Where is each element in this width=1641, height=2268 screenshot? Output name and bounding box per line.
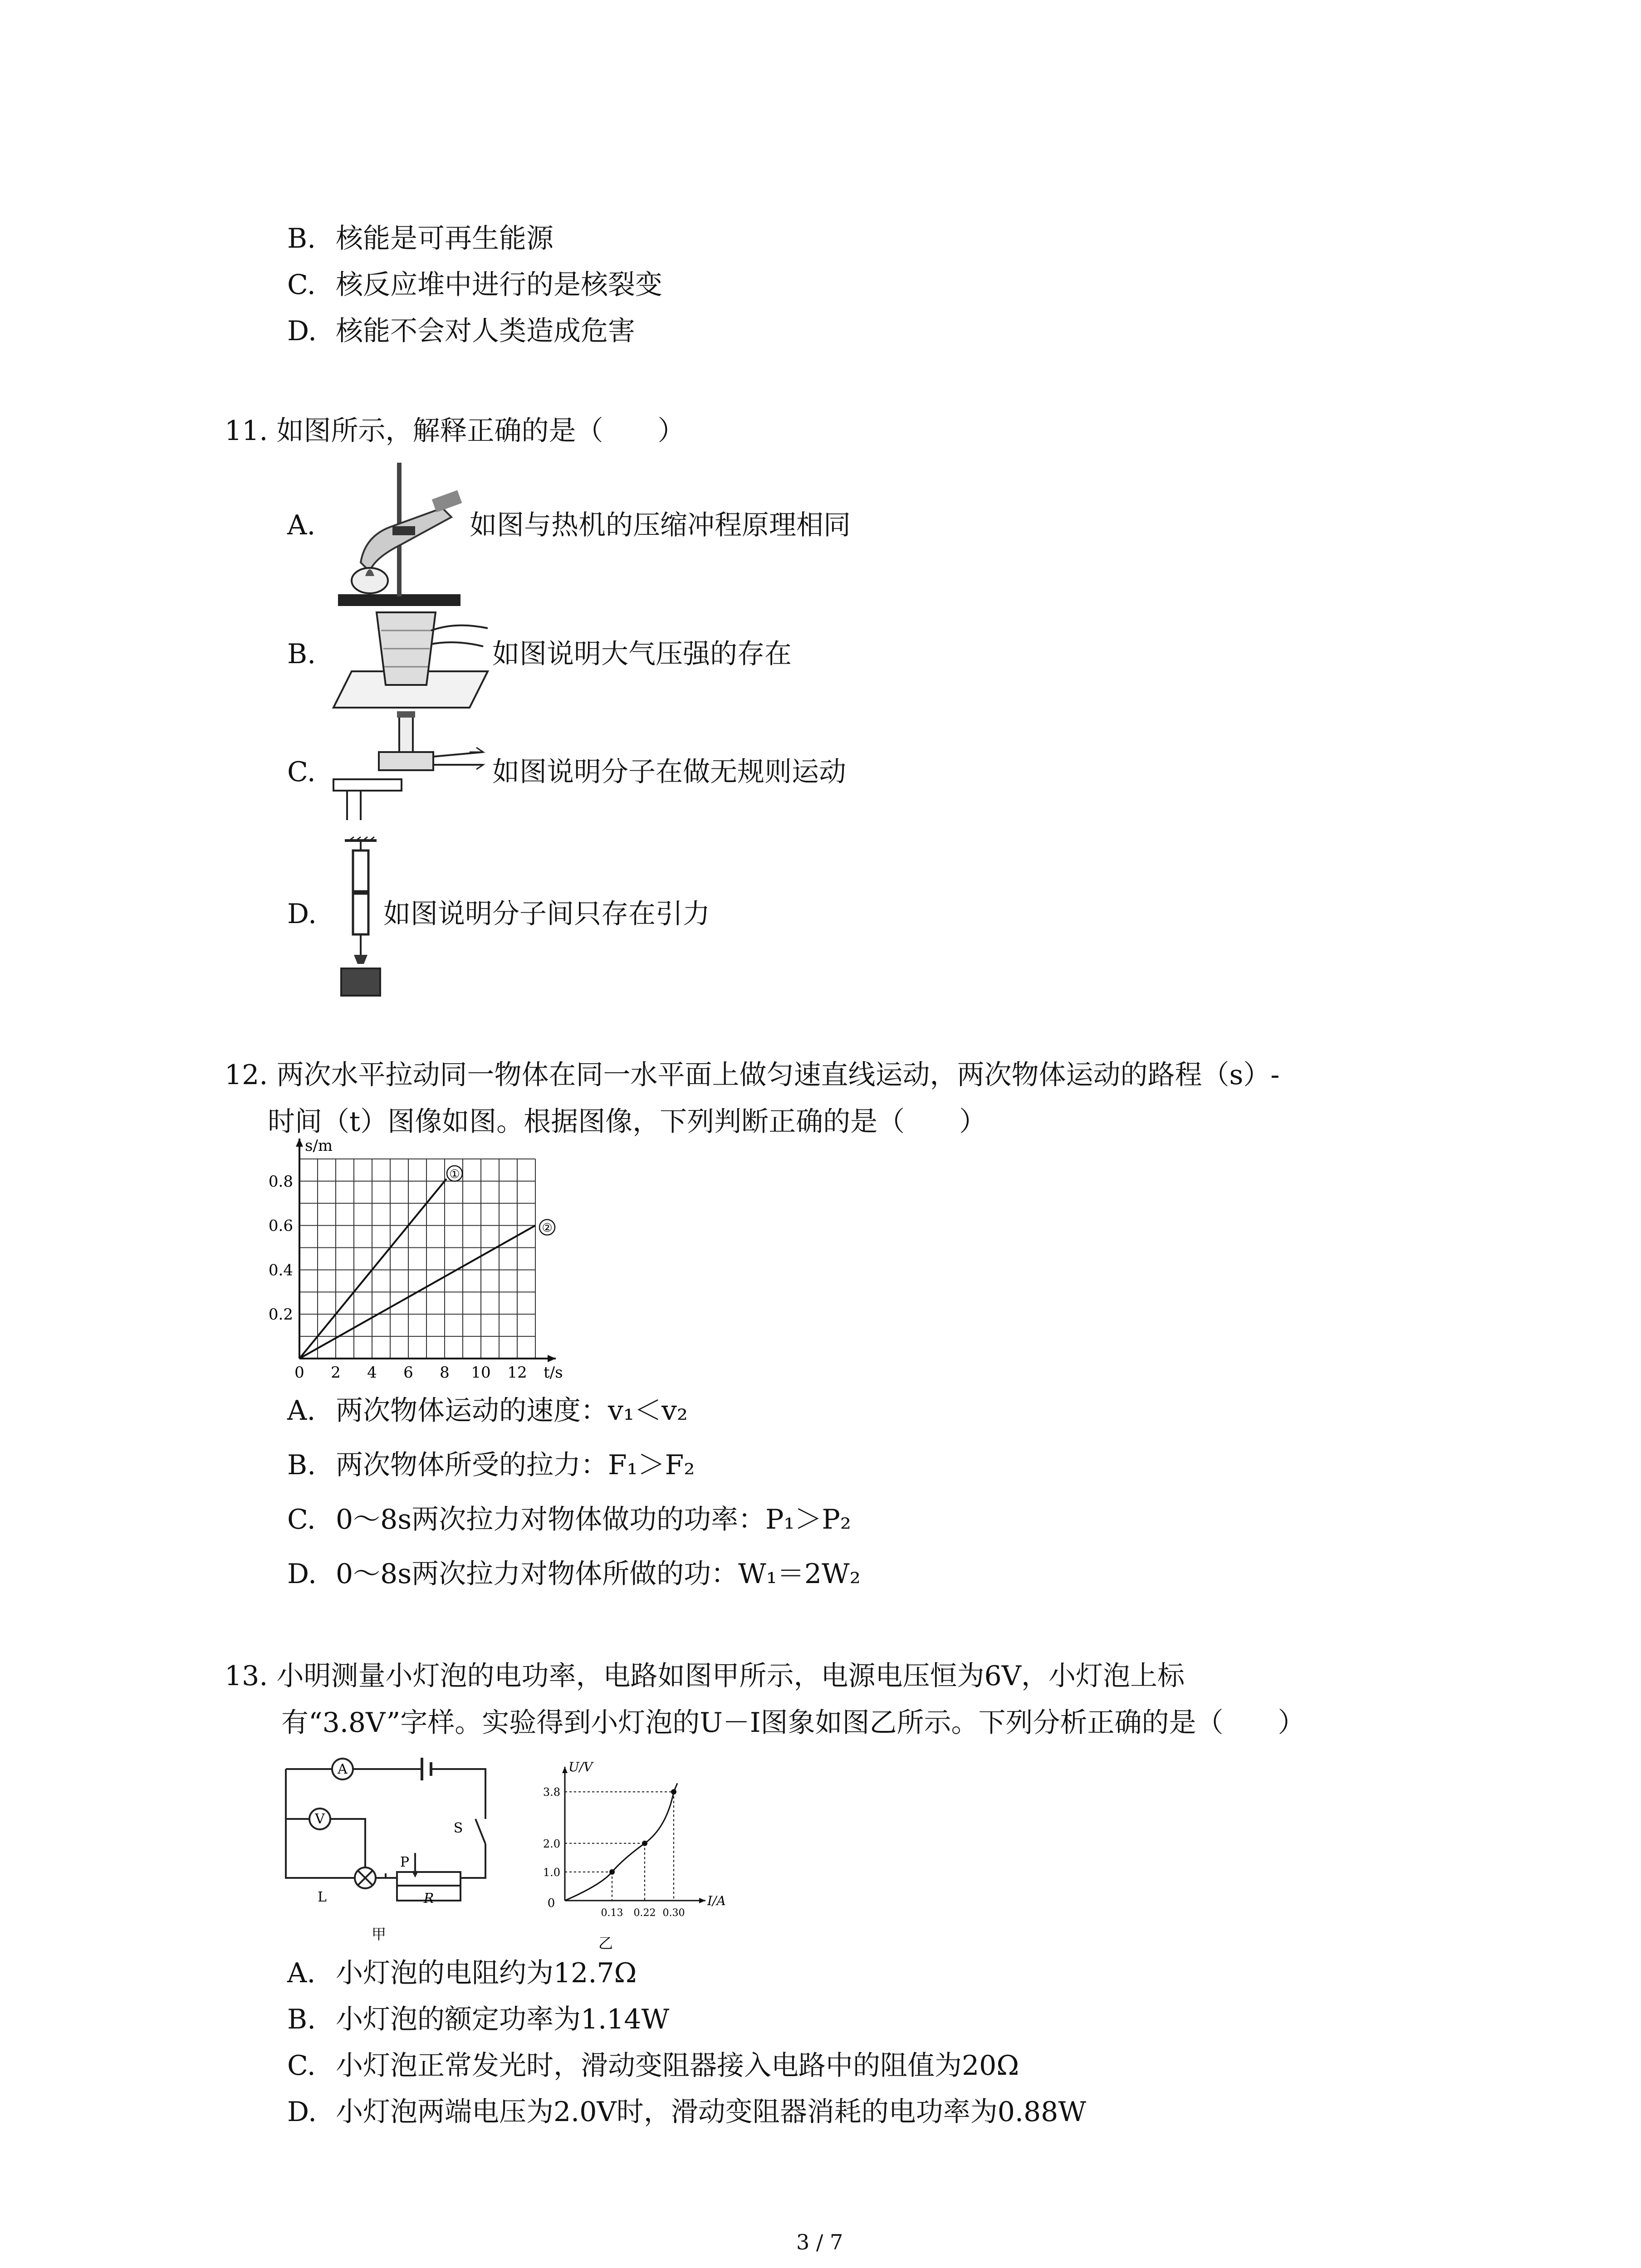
x-tick-label: 6	[403, 1364, 413, 1382]
data-point	[671, 1789, 676, 1794]
circuit-caption: 甲	[371, 1926, 387, 1943]
q12-option-b-text: 两次物体所受的拉力：F₁＞F₂	[336, 1449, 695, 1481]
x-tick-label: 4	[367, 1364, 377, 1382]
voltmeter-label: V	[315, 1811, 325, 1827]
lead-cylinders-figure	[336, 837, 386, 998]
y-tick-label: 2.0	[543, 1837, 560, 1850]
x-axis-arrow	[548, 1355, 556, 1362]
q12-option-b-letter: B.	[287, 1449, 316, 1481]
q11-option-c-text: 如图说明分子在做无规则运动	[492, 756, 846, 788]
u-i-curve	[565, 1783, 677, 1901]
y-tick-label: 3.8	[543, 1786, 560, 1799]
q12-option-d-letter: D.	[287, 1558, 317, 1590]
x-tick-label: 12	[507, 1364, 527, 1382]
q12-option-c-text: 0～8s两次拉力对物体做功的功率：P₁＞P₂	[336, 1504, 851, 1535]
y-tick-label: 0.8	[268, 1172, 293, 1191]
q12-stem-line2: 时间（t）图像如图。根据图像，下列判断正确的是（ ）	[268, 1106, 987, 1138]
series-line-1	[299, 1179, 446, 1359]
q11-option-d-letter: D.	[287, 898, 317, 930]
y-tick-label: 1.0	[543, 1866, 560, 1879]
x-tick-label: 8	[440, 1364, 450, 1382]
q10-option-c-letter: C.	[287, 269, 316, 301]
slider-label: P	[400, 1854, 410, 1870]
ammeter-label: A	[338, 1761, 348, 1777]
q13-option-b-text: 小灯泡的额定功率为1.14W	[336, 2004, 670, 2035]
q11-option-a-text: 如图与热机的压缩冲程原理相同	[470, 509, 851, 541]
q11-option-d-text: 如图说明分子间只存在引力	[383, 898, 710, 930]
graph-caption: 乙	[598, 1935, 613, 1952]
x-tick-label: 0.22	[633, 1907, 656, 1919]
y-axis-arrow	[296, 1139, 303, 1147]
series-label-2: ②	[542, 1221, 553, 1235]
s-t-chart	[268, 1137, 603, 1386]
x-tick-label: 10	[471, 1364, 491, 1382]
q10-option-b-letter: B.	[287, 223, 316, 254]
friction-tube-figure	[333, 711, 488, 825]
q11-stem: 11. 如图所示，解释正确的是（ ）	[225, 415, 685, 447]
q10-option-d-text: 核能不会对人类造成危害	[336, 315, 635, 347]
q12-option-d-text: 0～8s两次拉力对物体所做的功：W₁＝2W₂	[336, 1558, 861, 1590]
q13-option-d-text: 小灯泡两端电压为2.0V时，滑动变阻器消耗的电功率为0.88W	[336, 2096, 1087, 2128]
resistor-label: R	[423, 1891, 434, 1906]
x-axis-label: t/s	[544, 1364, 563, 1382]
series-label-1: ①	[449, 1168, 460, 1181]
x-axis-label: I/A	[707, 1893, 726, 1908]
q12-option-a-letter: A.	[287, 1395, 316, 1427]
cup-suction-figure	[333, 603, 497, 712]
q11-option-a-letter: A.	[287, 509, 316, 541]
q11-option-c-letter: C.	[287, 756, 316, 788]
q13-option-b-letter: B.	[287, 2004, 316, 2035]
x-tick-label: 0.30	[662, 1907, 685, 1919]
y-axis-arrow	[562, 1767, 568, 1773]
lamp-label: L	[318, 1889, 327, 1905]
circuit-diagram	[277, 1755, 495, 1946]
u-i-graph	[522, 1753, 735, 1952]
q11-option-b-text: 如图说明大气压强的存在	[492, 638, 792, 670]
x-tick-label: 0	[294, 1364, 304, 1382]
q13-option-c-letter: C.	[287, 2050, 316, 2082]
q13-option-c-text: 小灯泡正常发光时，滑动变阻器接入电路中的阻值为20Ω	[336, 2050, 1019, 2082]
q13-stem-line1: 13. 小明测量小灯泡的电功率，电路如图甲所示，电源电压恒为6V，小灯泡上标	[225, 1660, 1185, 1692]
q13-option-a-letter: A.	[287, 1957, 316, 1989]
q12-stem-line1: 12. 两次水平拉动同一物体在同一水平面上做匀速直线运动，两次物体运动的路程（s）-	[225, 1059, 1280, 1091]
q10-option-b-text: 核能是可再生能源	[336, 223, 554, 254]
data-point	[642, 1841, 647, 1846]
q10-option-c-text: 核反应堆中进行的是核裂变	[336, 269, 662, 301]
q13-option-d-letter: D.	[287, 2096, 317, 2128]
data-point	[609, 1869, 615, 1875]
y-tick-label: 0.6	[268, 1217, 293, 1235]
page-number: 3 / 7	[796, 2230, 843, 2254]
q12-option-c-letter: C.	[287, 1504, 316, 1535]
switch-label: S	[453, 1820, 463, 1836]
x-axis-arrow	[699, 1898, 705, 1903]
q12-option-a-text: 两次物体运动的速度：v₁＜v₂	[336, 1395, 688, 1427]
y-axis-label: s/m	[305, 1137, 333, 1155]
q13-option-a-text: 小灯泡的电阻约为12.7Ω	[336, 1957, 637, 1989]
y-axis-label: U/V	[568, 1760, 593, 1774]
q13-stem-line2: 有“3.8V”字样。实验得到小灯泡的U－I图象如图乙所示。下列分析正确的是（ ）	[281, 1707, 1305, 1739]
test-tube-steam-figure	[333, 458, 470, 608]
q10-option-d-letter: D.	[287, 315, 317, 347]
x-tick-label: 0.13	[601, 1907, 623, 1919]
y-tick-label: 0.2	[268, 1305, 293, 1324]
y-tick-label: 0.4	[268, 1261, 293, 1280]
q11-option-b-letter: B.	[287, 638, 316, 670]
x-tick-label: 2	[331, 1364, 341, 1382]
origin-label: 0	[547, 1897, 555, 1910]
